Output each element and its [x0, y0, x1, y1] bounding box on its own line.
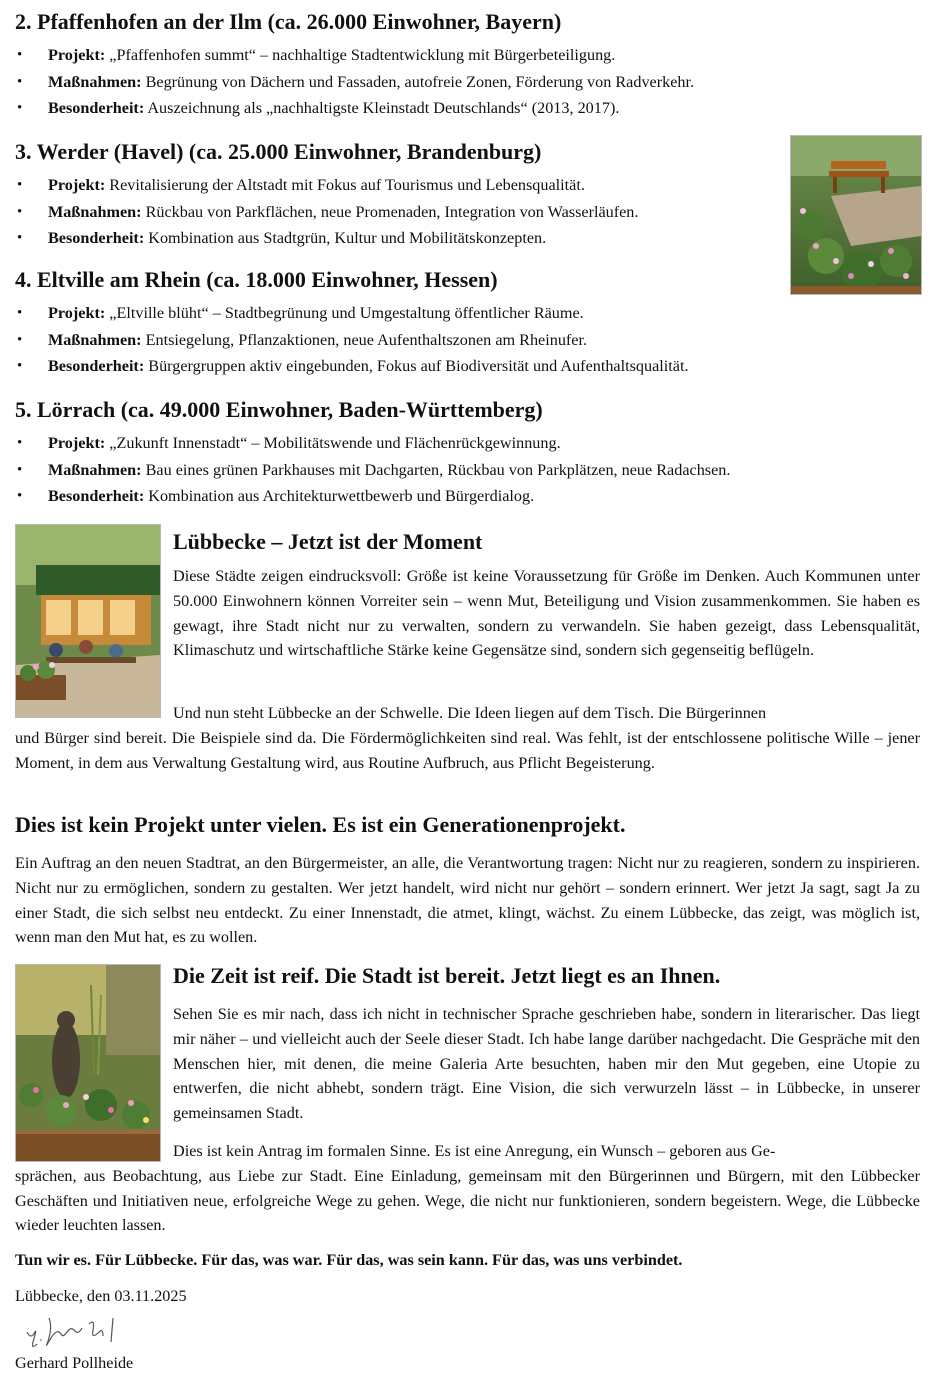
date-line: Lübbecke, den 03.11.2025	[15, 1287, 187, 1305]
item-label: Maßnahmen:	[48, 72, 142, 91]
generation-section	[15, 811, 920, 950]
item-label: Projekt:	[48, 46, 106, 64]
reif-paragraph-2	[15, 1139, 920, 1238]
section-heading: Lübbecke – Jetzt ist der Moment	[173, 529, 483, 554]
item-label: Besonderheit:	[48, 99, 145, 118]
item-label: Besonderheit:	[48, 357, 145, 376]
paragraph-line: Und nun steht Lübbecke an der Schwelle. Die Ideen liegen auf dem Tisch. Die Bürgerinnen	[173, 704, 767, 722]
author-name: Gerhard Pollheide	[15, 1354, 134, 1372]
paragraph: Ein Auftrag an den neuen Stadtrat, an den Bürgermeister, an alle, die Verantwortung tragen: Nicht nur zu reagieren, sondern zu inspirieren. Nicht nur zu ermöglichen, sondern zu gestalten. Wer jetzt handelt, wird nicht nur gehört – sondern erinnert. Wer jetzt Ja sagt, sagt Ja zu einer Stadt, die sich selbst neu entdeckt. Zu einer Innenstadt, die atmet, klingt, wächst. Zu einem Lübbecke, das zeigt, was möglich ist, wenn man den Mut hat, es zu wollen.	[15, 854, 920, 947]
item-label: Maßnahmen:	[48, 330, 142, 349]
list-item	[15, 42, 920, 69]
list-item	[15, 69, 920, 96]
item-label: Besonderheit:	[48, 229, 145, 248]
city-section-werder	[15, 138, 920, 256]
bullet-list	[15, 42, 920, 122]
item-text: Revitalisierung der Altstadt mit Fokus auf Tourismus und Lebensqualität.	[105, 176, 585, 194]
item-label: Projekt:	[48, 304, 106, 322]
list-item	[15, 327, 920, 354]
section-heading: 2. Pfaffenhofen an der Ilm (ca. 26.000 Einwohner, Bayern)	[15, 9, 562, 34]
paragraph: Sehen Sie es mir nach, dass ich nicht in technischer Sprache geschrieben habe, sondern in literarischer. Das liegt mir näher – und vielleicht auch der Seele dieser Stadt. Ich habe lange darüber nachgedacht. Die Gespräche mit den Menschen hier, mit denen, die meine Galeria Arte besuchten, haben mir den Mut gegeben, eine Utopie zu entwerfen, die nicht abhebt, sondern trägt. Eine Vision, die sich verwurzeln lässt – in Lübbecke, in unserer gemeinsamen Stadt.	[173, 1005, 920, 1123]
closing-motto: Tun wir es. Für Lübbecke. Für das, was war. Für das, was sein kann. Für das, was uns verbindet.	[15, 1251, 683, 1269]
moment-section	[173, 528, 920, 663]
paragraph: sprächen, aus Beobachtung, aus Liebe zur Stadt. Eine Einladung, gemeinsam mit den Bürgerinnen und Bürgern, mit den Lübbecker Geschäften und Initiativen neue, erfolgreiche Wege zu gehen. Wege, die nicht nur funktionieren, sondern begeistern. Wege, die Lübbecke wieder leuchten lassen.	[15, 1166, 920, 1235]
paragraph: und Bürger sind bereit. Die Beispiele sind da. Die Fördermöglichkeiten sind real. Was fehlt, ist der entschlossene politische Wille – jener Moment, in dem aus Verwaltung Gestaltung wird, aus Routine Aufbruch, aus Pflicht Begeisterung.	[15, 728, 920, 772]
list-item	[15, 225, 920, 252]
item-label: Besonderheit:	[48, 487, 145, 506]
item-text: Kombination aus Architekturwettbewerb und Bürgerdialog.	[144, 487, 535, 506]
item-text: Bau eines grünen Parkhauses mit Dachgarten, Rückbau von Parkplätzen, neue Radachsen.	[141, 460, 731, 479]
section-heading: Dies ist kein Projekt unter vielen. Es ist ein Generationenprojekt.	[15, 812, 626, 837]
signature	[23, 1310, 133, 1352]
bullet-list	[15, 430, 920, 510]
sculpture-garden-image	[15, 964, 161, 1162]
section-heading: 5. Lörrach (ca. 49.000 Einwohner, Baden-Württemberg)	[15, 397, 543, 422]
list-item	[15, 353, 920, 380]
item-label: Maßnahmen:	[48, 202, 142, 221]
paragraph: Diese Städte zeigen eindrucksvoll: Größe ist keine Voraussetzung für Größe im Denken. Auch Kommunen unter 50.000 Einwohnern können Vorreiter sein – wenn Mut, Beteiligung und Vision zusammenkommen. Sie haben es gewagt, ihre Stadt nicht nur zu verwalten, sondern zu verwandeln. Sie haben gezeigt, dass Lebensqualität, Klimaschutz und wirtschaftliche Stärke keine Gegensätze sind, sondern sich gegenseitig beflügeln.	[173, 567, 920, 660]
item-text: Rückbau von Parkflächen, neue Promenaden, Integration von Wasserläufen.	[141, 202, 639, 221]
item-text: „Pfaffenhofen summt“ – nachhaltige Stadtentwicklung mit Bürgerbeteiligung.	[105, 46, 616, 64]
moment-paragraph-2	[15, 701, 920, 775]
list-item	[15, 430, 920, 457]
list-item	[15, 199, 920, 226]
city-section-eltville	[15, 266, 920, 384]
bullet-list	[15, 172, 920, 252]
section-heading: 4. Eltville am Rhein (ca. 18.000 Einwohner, Hessen)	[15, 267, 498, 292]
street-cafe-image	[15, 524, 161, 718]
list-item	[15, 300, 920, 327]
city-section-loerrach	[15, 396, 920, 514]
section-heading: Die Zeit ist reif. Die Stadt ist bereit. Jetzt liegt es an Ihnen.	[173, 963, 721, 988]
paragraph-line: Dies ist kein Antrag im formalen Sinne. Es ist eine Anregung, ein Wunsch – geboren aus Ge-	[173, 1142, 776, 1160]
item-text: Begrünung von Dächern und Fassaden, autofreie Zonen, Förderung von Radverkehr.	[141, 72, 695, 91]
item-label: Projekt:	[48, 434, 106, 452]
item-text: Entsiegelung, Pflanzaktionen, neue Aufenthaltszonen am Rheinufer.	[141, 330, 588, 349]
item-text: Auszeichnung als „nachhaltigste Kleinstadt Deutschlands“ (2013, 2017).	[144, 99, 620, 118]
section-heading: 3. Werder (Havel) (ca. 25.000 Einwohner, Brandenburg)	[15, 139, 542, 164]
item-label: Maßnahmen:	[48, 460, 142, 479]
list-item	[15, 483, 920, 510]
reif-section	[173, 962, 920, 1126]
garden-bench-image	[790, 135, 922, 295]
item-label: Projekt:	[48, 176, 106, 194]
item-text: Bürgergruppen aktiv eingebunden, Fokus auf Biodiversität und Aufenthaltsqualität.	[144, 357, 689, 376]
city-section-pfaffenhofen	[15, 8, 920, 126]
bullet-list	[15, 300, 920, 380]
list-item	[15, 457, 920, 484]
item-text: „Eltville blüht“ – Stadtbegrünung und Umgestaltung öffentlicher Räume.	[105, 304, 584, 322]
item-text: Kombination aus Stadtgrün, Kultur und Mobilitätskonzepten.	[144, 229, 547, 248]
item-text: „Zukunft Innenstadt“ – Mobilitätswende und Flächenrückgewinnung.	[105, 434, 561, 452]
list-item	[15, 95, 920, 122]
list-item	[15, 172, 920, 199]
